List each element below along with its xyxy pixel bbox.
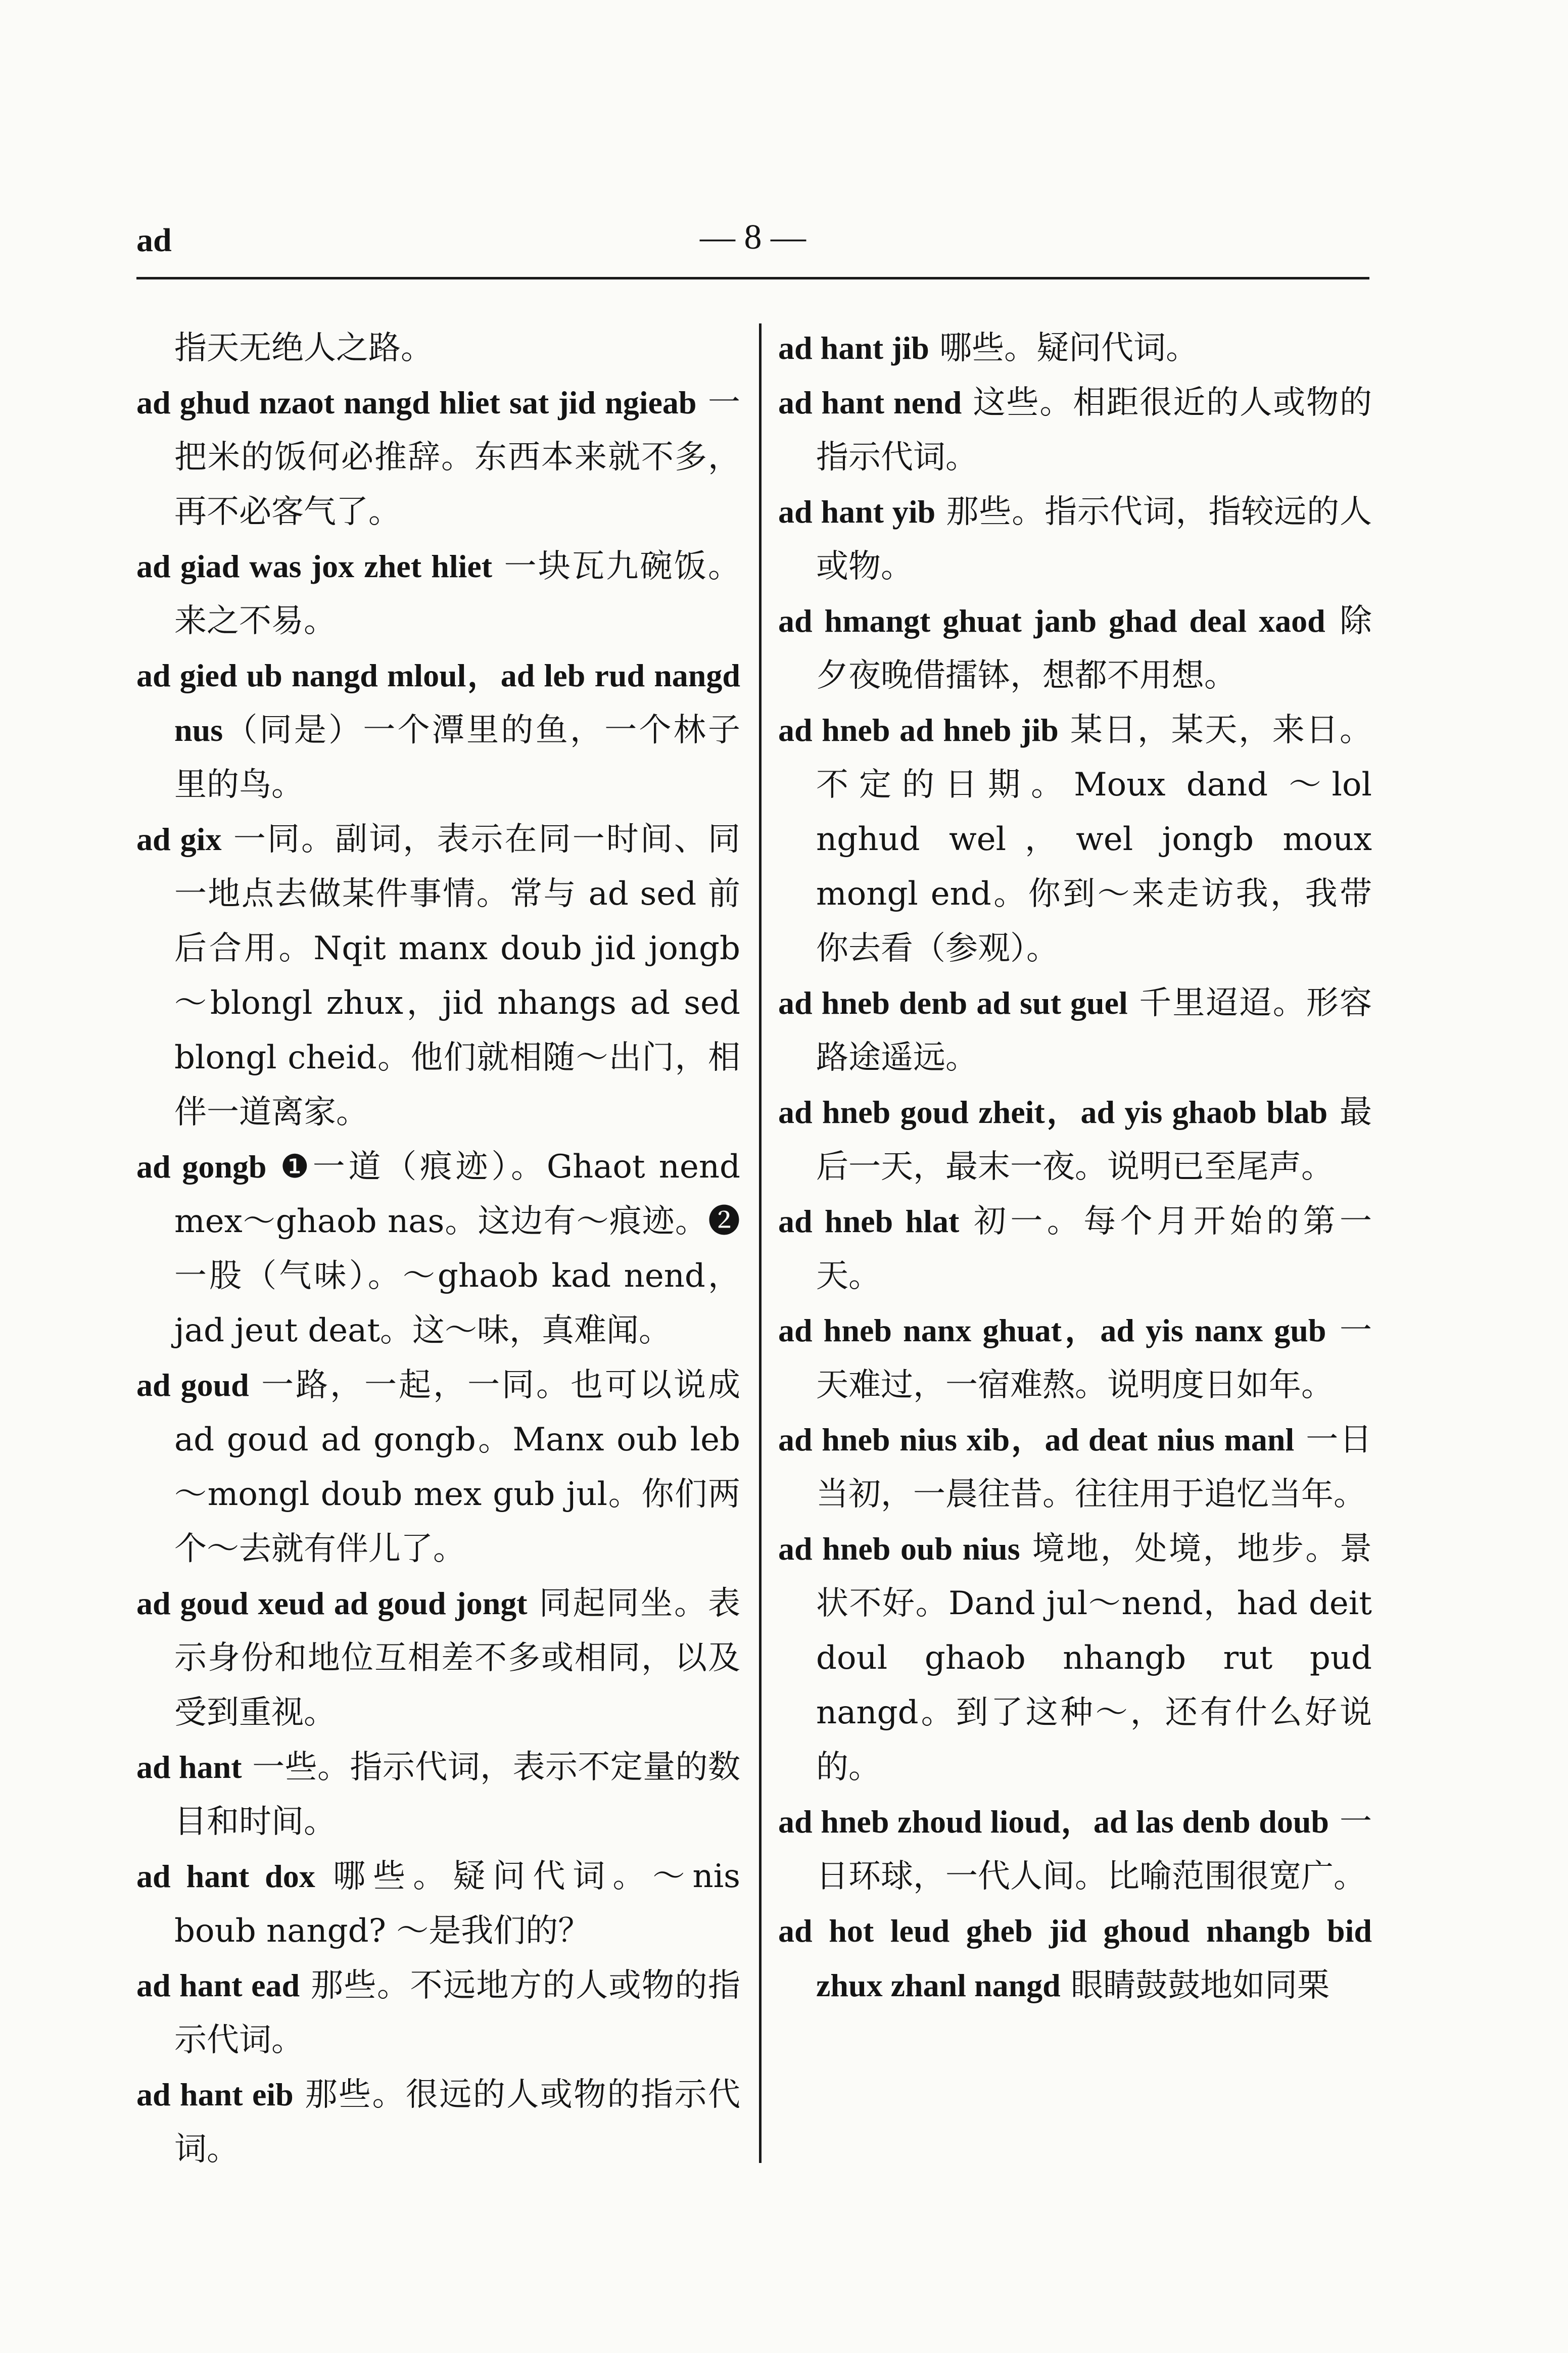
entry-term: ad giad was jox zhet hliet — [136, 548, 493, 584]
entry-term: ad gied ub nangd mloul，ad leb rud nangd nus — [136, 657, 740, 748]
entry-definition: 一同。副词，表示在同一时间、同一地点去做某件事情。常与 ad sed 前后合用。Nqit manx doub jid jongb～blongl zhux，jid nhangs ad sed blongl cheid。他们就相随～出门，相伴一道离家。 — [174, 821, 741, 1131]
page-header — [136, 217, 1369, 273]
entry-definition: 一路，一起，一同。也可以说成 ad goud ad gongb。Manx oub leb～mongl doub mex gub jul。你们两个～去就有伴儿了。 — [174, 1367, 741, 1568]
entry-definition: 那些。指示代词，指较远的人或物。 — [816, 493, 1372, 585]
entry-definition: 那些。很远的人或物的指示代词。 — [174, 2076, 741, 2168]
dictionary-entry — [136, 1576, 740, 1740]
entry-term: ad hant nend — [778, 385, 962, 420]
dictionary-entry: 指天无绝人之路。 — [174, 330, 433, 367]
entry-term: ad hneb nanx ghuat，ad yis nanx gub — [778, 1312, 1326, 1348]
entry-definition: 一些。指示代词，表示不定量的数目和时间。 — [174, 1749, 741, 1841]
entry-definition: 那些。不远地方的人或物的指示代词。 — [174, 1967, 741, 2059]
entry-definition: 这些。相距很近的人或物的指示代词。 — [816, 384, 1372, 476]
entry-definition: 一日当初，一晨往昔。往往用于追忆当年。 — [816, 1421, 1372, 1513]
entry-term: ad hneb hlat — [778, 1203, 960, 1239]
column-divider — [759, 323, 762, 2163]
dictionary-entry — [136, 1958, 740, 2067]
entry-term: ad hant — [136, 1749, 242, 1785]
entry-term: ad hant ead — [136, 1967, 300, 2003]
entry-term: ad hmangt ghuat janb ghad deal xaod — [778, 603, 1325, 639]
entry-term: ad hant jib — [778, 330, 929, 366]
dictionary-entry — [136, 1140, 740, 1358]
entry-definition: 一日环球，一代人间。比喻范围很宽广。 — [816, 1803, 1372, 1895]
entry-definition: 除夕夜晚借擂钵，想都不用想。 — [816, 602, 1372, 694]
dictionary-entry — [778, 976, 1372, 1085]
entry-term: ad goud — [136, 1367, 249, 1403]
entry-term: ad hot leud gheb jid ghoud nhangb bid zhux zhanl nangd — [778, 1913, 1372, 2003]
right-column — [778, 321, 1372, 2013]
entry-term: ad hneb denb ad sut guel — [778, 985, 1128, 1021]
dictionary-entry — [778, 1194, 1372, 1303]
entry-term: ad gix — [136, 821, 222, 857]
dictionary-entry — [778, 703, 1372, 976]
page-number: — 8 — — [700, 218, 806, 257]
dictionary-entry — [778, 1795, 1372, 1904]
dictionary-entry — [136, 375, 740, 539]
entry-definition: 同起同坐。表示身份和地位互相差不多或相同，以及受到重视。 — [174, 1585, 740, 1731]
header-rule — [136, 277, 1369, 279]
entry-definition: 某日，某天，来日。不定的日期。Moux dand ～lol nghud wel，wel jongb moux mongl end。你到～来走访我，我带你去看（参观）。 — [816, 712, 1372, 967]
entry-term: ad hant yib — [778, 494, 936, 530]
entry-term: ad hneb nius xib，ad deat nius manl — [778, 1422, 1295, 1457]
entry-definition: 最后一天，最末一夜。说明已至尾声。 — [816, 1094, 1372, 1186]
entry-definition: 境地，处境，地步。景状不好。Dand jul～nend，had deit doul ghaob nhangb rut pud nangd。到了这种～，还有什么好说的。 — [816, 1530, 1372, 1786]
dictionary-entry — [136, 1740, 740, 1849]
dictionary-entry — [136, 2067, 740, 2177]
entry-term: ad hant dox — [136, 1858, 315, 1894]
entry-term: ad ghud nzaot nangd hliet sat jid ngieab — [136, 385, 697, 420]
entry-term: ad hneb ad hneb jib — [778, 712, 1059, 748]
entry-definition: 眼睛鼓鼓地如同栗 — [1060, 1967, 1330, 2004]
dictionary-entry — [778, 1522, 1372, 1795]
dictionary-entry — [778, 1085, 1372, 1194]
entry-term: ad gongb — [136, 1149, 267, 1185]
entry-definition: 哪些。疑问代词。～nis boub nangd? ～是我们的？ — [174, 1858, 741, 1950]
dictionary-entry — [778, 375, 1372, 485]
dictionary-entry — [136, 812, 740, 1140]
entry-term: ad hant eib — [136, 2077, 294, 2112]
entry-term: ad hneb goud zheit，ad yis ghaob blab — [778, 1094, 1328, 1130]
dictionary-entry — [778, 1904, 1372, 2013]
entry-definition: 千里迢迢。形容路途遥远。 — [816, 984, 1372, 1076]
entry-definition: （同是）一个潭里的鱼，一个林子里的鸟。 — [174, 712, 740, 804]
dictionary-entry — [136, 539, 740, 648]
entry-definition: 哪些。疑问代词。 — [929, 330, 1199, 367]
left-column — [136, 321, 740, 2177]
entry-definition: 一天难过，一宿难熬。说明度日如年。 — [816, 1312, 1372, 1404]
entry-definition: 一把米的饭何必推辞。东西本来就不多，再不必客气了。 — [174, 384, 741, 531]
entry-term: ad hneb zhoud lioud，ad las denb doub — [778, 1804, 1329, 1840]
dictionary-entry — [778, 321, 1372, 375]
dictionary-entry — [778, 485, 1372, 594]
entry-definition: 初一。每个月开始的第一天。 — [816, 1203, 1372, 1295]
entry-term: ad hneb oub nius — [778, 1531, 1020, 1567]
dictionary-entry — [136, 1358, 740, 1576]
running-headword: ad — [136, 222, 172, 259]
dictionary-entry — [136, 1849, 740, 1958]
entry-definition: ❶一道（痕迹）。Ghaot nend mex～ghaob nas。这边有～痕迹。❷一股（气味）。～ghaob kad nend，jad jeut deat。这～味，真难闻。 — [174, 1148, 741, 1349]
entry-definition: 一块瓦九碗饭。来之不易。 — [174, 548, 741, 640]
dictionary-entry — [136, 648, 740, 812]
dictionary-entry — [778, 1303, 1372, 1413]
dictionary-entry — [778, 1413, 1372, 1522]
dictionary-entry — [778, 594, 1372, 703]
entry-term: ad goud xeud ad goud jongt — [136, 1585, 528, 1621]
